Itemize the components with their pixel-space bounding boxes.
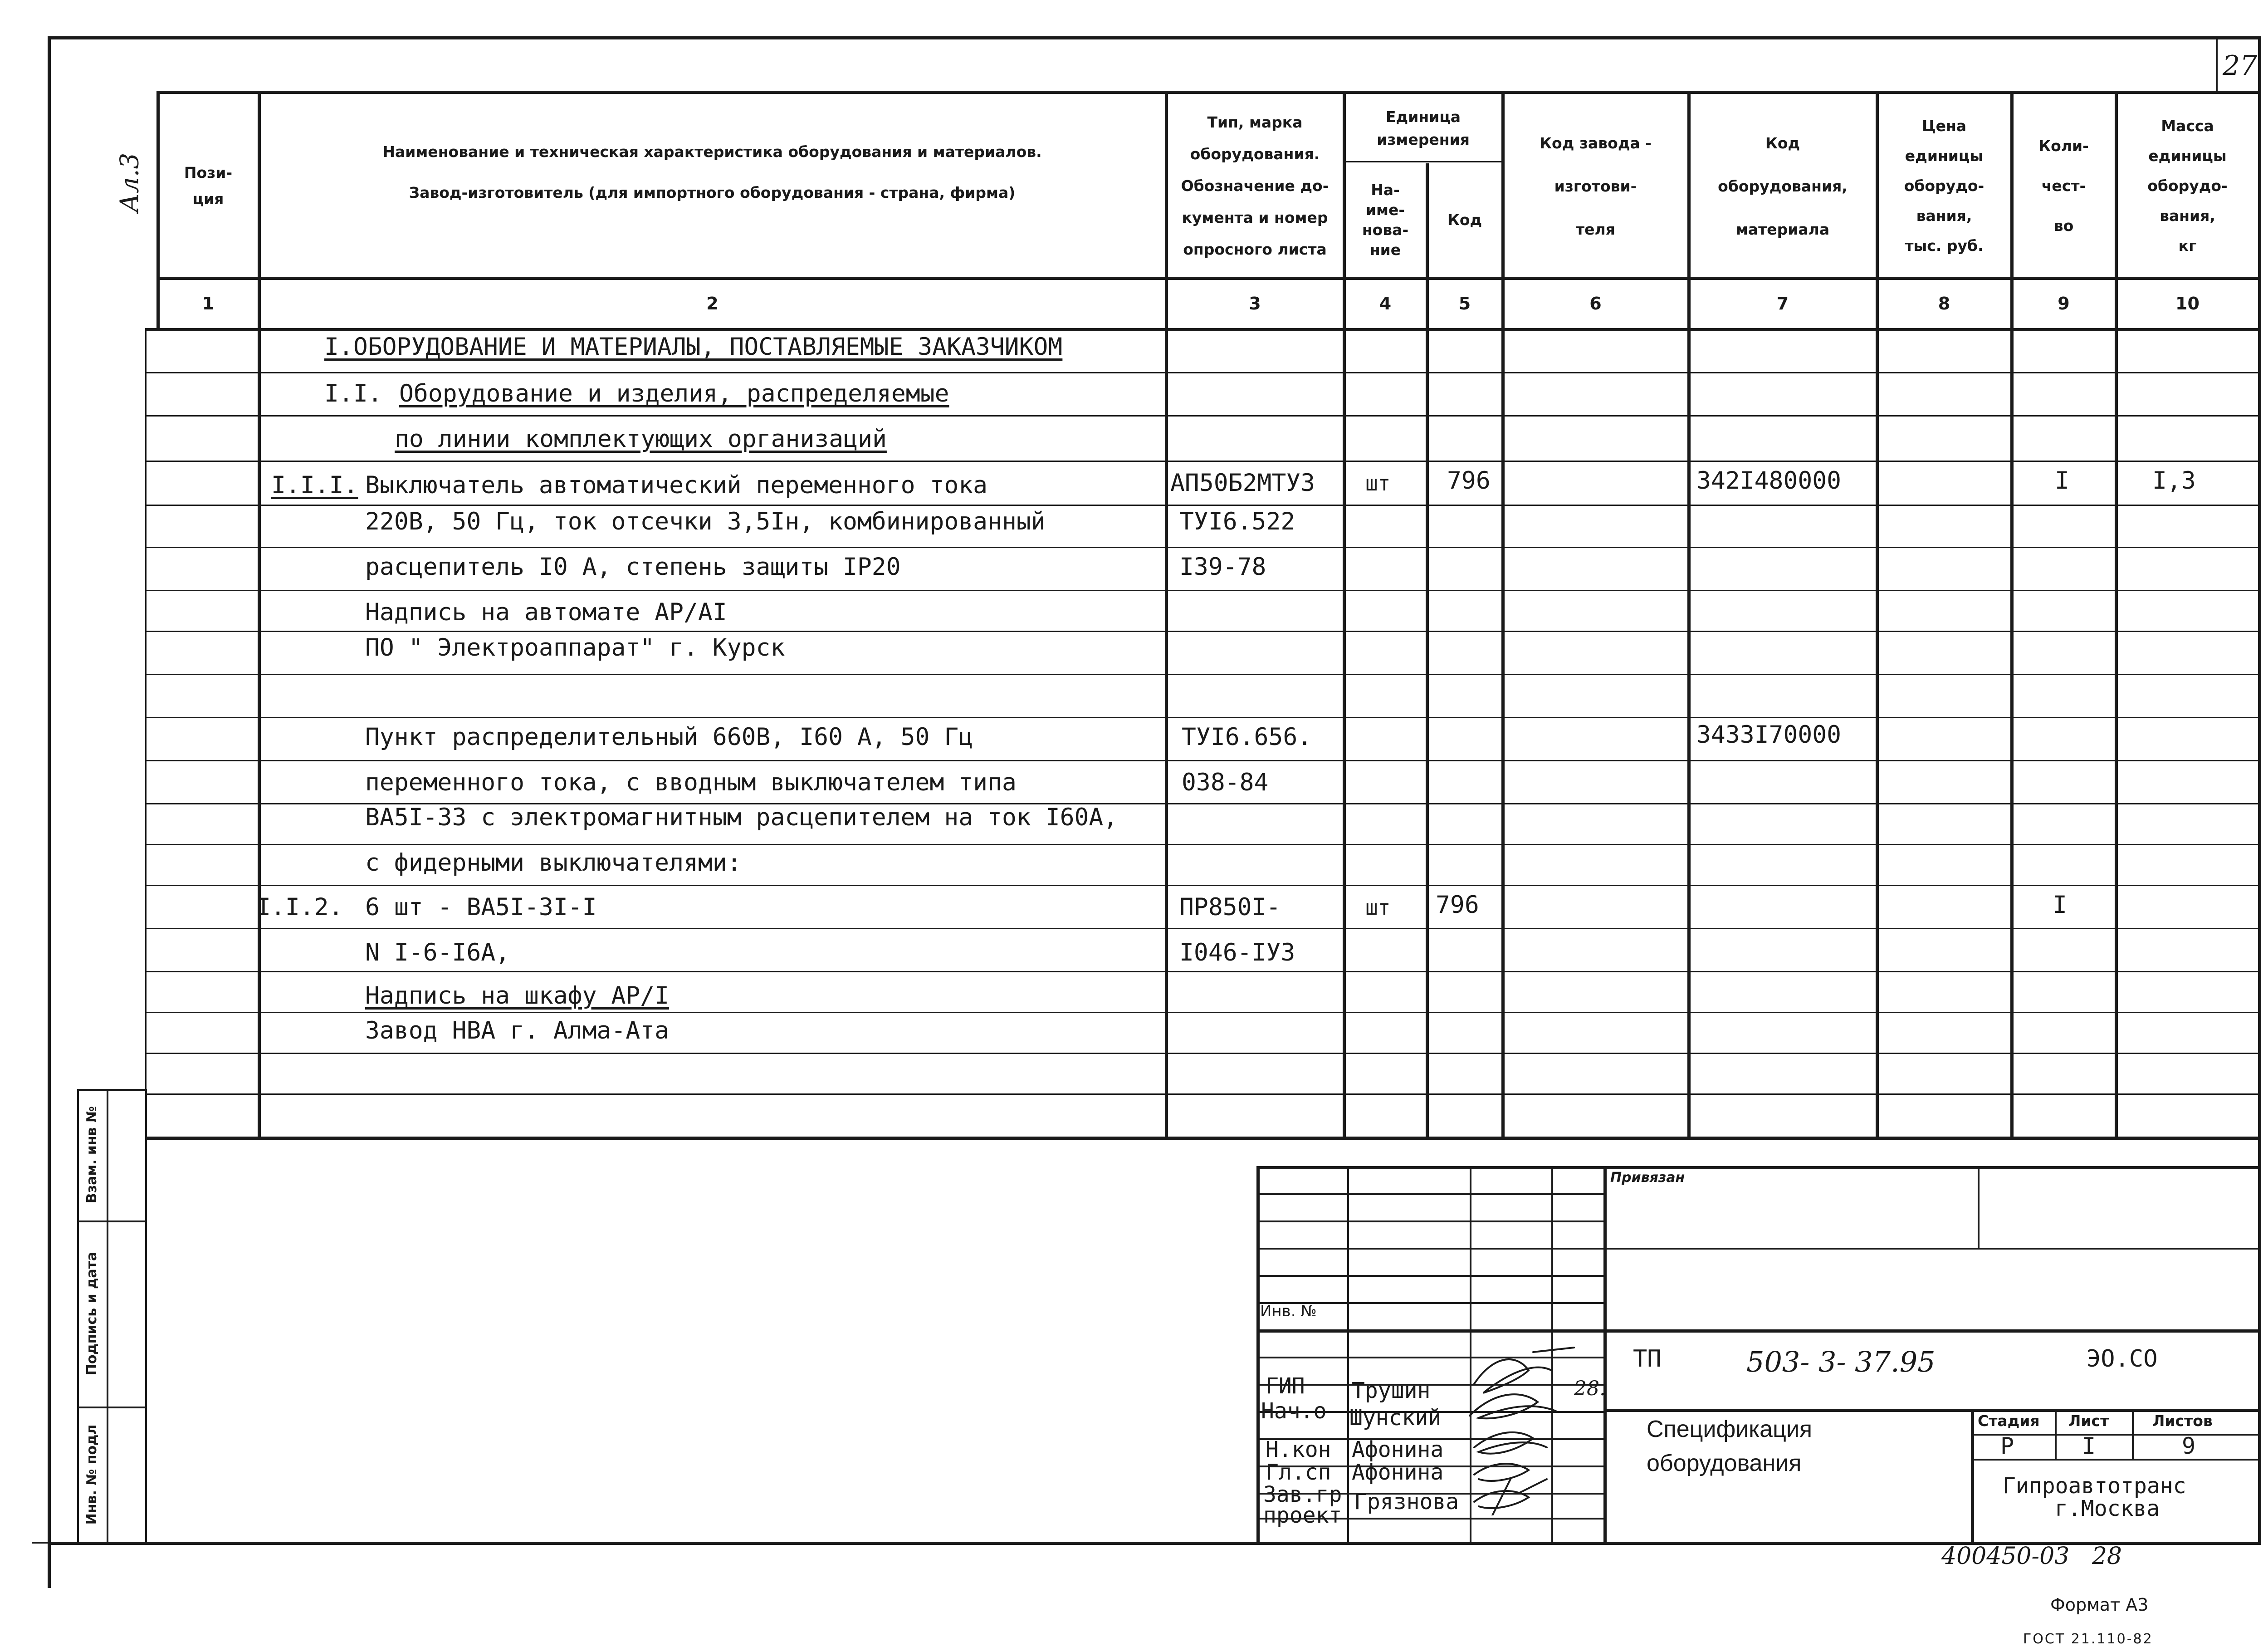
tb-hline	[1603, 1329, 2261, 1333]
item2-desc-line6: N I-6-I6А,	[365, 939, 510, 966]
tb-hline	[1256, 1193, 1603, 1195]
sheets-label: Листов	[2152, 1412, 2213, 1430]
tb-hline	[1603, 1248, 2261, 1250]
row-line	[145, 844, 2261, 845]
doc-code: ЭО.СО	[2087, 1345, 2158, 1372]
item1-unit-code: 796	[1447, 467, 1491, 495]
format-label: Формат А3	[2050, 1595, 2149, 1615]
item1-type-line3: I39-78	[1179, 553, 1266, 581]
item2-desc-line2: переменного тока, с вводным выключателем типа	[365, 769, 1017, 796]
stage-label: Стадия	[1978, 1412, 2040, 1430]
side-stamp-outer-line	[107, 1089, 108, 1543]
row-line	[145, 415, 2261, 417]
column-number: 5	[1458, 294, 1471, 314]
margin-mark: Ал.3	[115, 152, 145, 213]
item1-desc-line3: расцепитель I0 А, степень защиты IP20	[365, 553, 901, 581]
item1-desc-line4: Надпись на автомате АР/АI	[365, 598, 727, 626]
item2-type-line4: I046-IУЗ	[1179, 939, 1295, 966]
subsection-title-line2: по линии комплектующих организаций	[395, 425, 887, 453]
row-line	[145, 631, 2261, 632]
item1-material-code: 342I480000	[1696, 467, 1842, 495]
row-line	[145, 547, 2261, 548]
name-afonina-2: Афонина	[1352, 1460, 1444, 1485]
item2-type-line2: 038-84	[1182, 769, 1269, 796]
item1-desc-line5: ПО " Электроаппарат" г. Курск	[365, 634, 785, 662]
row-line	[145, 885, 2261, 886]
item2-desc-line8: Завод НВА г. Алма-Ата	[365, 1017, 670, 1044]
item2-unit: шт	[1365, 895, 1391, 920]
tb-hline	[1256, 1275, 1603, 1277]
side-stamp-vzam: Взам. инв №	[84, 1106, 100, 1204]
side-stamp-inner-line	[77, 1089, 79, 1543]
sheet-corner-number: 27	[2223, 50, 2258, 82]
col-line-0b	[145, 328, 147, 1138]
header-col6: Код завода - изготови- теля	[1540, 134, 1652, 238]
side-stamp-inv-podl: Инв. № подл	[84, 1424, 100, 1525]
tp-label: ТП	[1633, 1345, 1662, 1372]
item2-desc-line7: Надпись на шкафу АР/I	[365, 982, 670, 1010]
role-zavgr: Зав.гр	[1263, 1482, 1342, 1507]
item2-position: I.I.2.	[256, 893, 343, 921]
table-bottom-rule	[145, 1137, 2261, 1140]
role-nach: Нач.о	[1261, 1398, 1327, 1424]
header-col9: Коли- чест- во	[2038, 137, 2089, 235]
item2-type-line1: ТУI6.656.	[1182, 723, 1312, 751]
column-number: 1	[202, 294, 215, 314]
doc-number: 503- 3- 37.95	[1746, 1345, 1936, 1378]
header-col10: Масса единицы оборудо- вания, кг	[2147, 117, 2228, 255]
role-nkon: Н.кон	[1266, 1437, 1331, 1462]
doc-title-line1: Спецификация	[1647, 1416, 1813, 1442]
col-line-1	[258, 91, 261, 1138]
tb-vline	[1978, 1166, 1980, 1248]
header-col1: Пози- ция	[184, 164, 233, 208]
tb-vline	[1347, 1166, 1349, 1543]
header-unit-group: Единица измерения	[1377, 108, 1470, 148]
sheet-label: Лист	[2068, 1412, 2109, 1430]
header-col2	[261, 95, 1163, 277]
row-line	[145, 1053, 2261, 1054]
item1-mass: I,3	[2152, 467, 2196, 495]
name-trushin: Трушин	[1352, 1378, 1431, 1403]
sheet-value: I	[2082, 1433, 2096, 1459]
tb-hline	[1603, 1409, 2261, 1412]
row-line	[145, 590, 2261, 591]
tb-hline	[1256, 1248, 1603, 1250]
row-line	[145, 717, 2261, 718]
corner-box-left	[2216, 36, 2218, 91]
role-proekt: проект	[1263, 1503, 1342, 1528]
header-col2-line2: Завод-изготовитель (для импортного оборудования - страна, фирма)	[409, 184, 1016, 201]
item2-unit-code: 796	[1436, 891, 1479, 919]
role-glsp: Гл.сп	[1266, 1460, 1331, 1485]
inv-no-label: Инв. №	[1260, 1302, 1317, 1320]
tb-hline	[1971, 1459, 2261, 1461]
item1-desc-line2: 220В, 50 Гц, ток отсечки 3,5Iн, комбинированный	[365, 508, 1046, 535]
tb-vline	[1971, 1409, 1974, 1543]
column-number: 6	[1589, 294, 1602, 314]
row-line	[145, 461, 2261, 462]
sheets-value: 9	[2182, 1433, 2196, 1459]
row-line	[145, 1012, 2261, 1013]
item1-unit: шт	[1365, 471, 1391, 495]
header-col5: Код	[1447, 211, 1482, 229]
header-col3: Тип, марка оборудования. Обозначение до- кумента и номер опросного листа	[1181, 113, 1329, 258]
header-col7: Код оборудования, материала	[1718, 134, 1848, 238]
row-line	[145, 928, 2261, 929]
row-line	[145, 971, 2261, 972]
column-number: 4	[1379, 294, 1392, 314]
item2-material-code: 3433I70000	[1696, 721, 1842, 749]
signatures-drawing	[1465, 1343, 1619, 1515]
doc-title-line2: оборудования	[1647, 1450, 1802, 1476]
frame-left	[48, 36, 51, 1588]
tb-hline	[1256, 1329, 1603, 1333]
subsection-number: I.I.	[324, 380, 382, 407]
title-block-bottom	[48, 1542, 2261, 1545]
archive-number: 400450-03 28	[1941, 1543, 2122, 1570]
section-title: I.ОБОРУДОВАНИЕ И МАТЕРИАЛЫ, ПОСТАВЛЯЕМЫЕ ЗАКАЗЧИКОМ	[324, 333, 1063, 361]
item2-quantity: I	[2053, 891, 2067, 919]
header-col8: Цена единицы оборудо- вания, тыс. руб.	[1904, 117, 1984, 255]
item2-desc-line5: 6 шт - ВА5I-3I-I	[365, 893, 597, 921]
colnum-bottom-rule	[145, 328, 2261, 331]
column-number: 7	[1776, 294, 1789, 314]
side-stamp-right-line	[145, 1089, 147, 1543]
unit-group-rule	[1343, 161, 1503, 162]
tb-hline	[1971, 1434, 2261, 1436]
frame-bottom-left-tick	[32, 1542, 50, 1544]
tb-hline	[1256, 1221, 1603, 1222]
name-shunsky: Шунский	[1349, 1405, 1442, 1431]
tb-vline	[2132, 1409, 2134, 1459]
item1-position: I.I.I.	[271, 471, 358, 499]
footer-cut-text: ГОСТ 21.110-82	[2023, 1631, 2153, 1647]
row-line	[145, 674, 2261, 675]
column-number: 3	[1249, 294, 1261, 314]
frame-top	[48, 36, 2261, 39]
header-col4: На- име- нова- ние	[1362, 181, 1409, 259]
row-line	[145, 372, 2261, 373]
title-block-top	[1256, 1166, 2261, 1169]
name-afonina-1: Афонина	[1352, 1437, 1444, 1462]
row-line	[145, 1093, 2261, 1095]
item2-desc-line4: с фидерными выключателями:	[365, 849, 742, 877]
header-col2-line1: Наименование и техническая характеристика оборудования и материалов.	[382, 143, 1042, 161]
org-line1: Гипроавтотранс	[2003, 1473, 2186, 1499]
stage-value: Р	[2000, 1433, 2014, 1459]
column-number: 2	[706, 294, 719, 314]
item1-type-line1: АП50Б2МТУЗ	[1170, 469, 1315, 497]
column-number: 8	[1938, 294, 1950, 314]
sign-date: 28.	[1574, 1377, 1606, 1400]
privyazan-label: Привязан	[1610, 1170, 1685, 1186]
role-gip: ГИП	[1266, 1373, 1305, 1399]
subsection-title-line1: Оборудование и изделия, распределяемые	[399, 380, 949, 407]
col-line-10	[2258, 91, 2261, 1138]
item2-desc-line1: Пункт распределительный 660В, I60 А, 50 Гц	[365, 723, 973, 751]
item2-desc-line3: ВА5I-33 с электромагнитным расцепителем на ток I60А,	[365, 804, 1118, 831]
item1-quantity: I	[2055, 467, 2069, 495]
column-number: 9	[2058, 294, 2070, 314]
item2-type-line3: ПР850I-	[1179, 893, 1281, 921]
row-line	[145, 505, 2261, 506]
tb-vline	[2055, 1409, 2057, 1459]
item1-type-line2: ТУI6.522	[1179, 508, 1295, 535]
title-block-left	[1256, 1166, 1260, 1543]
table-top-rule	[156, 91, 2261, 94]
row-line	[145, 760, 2261, 761]
item1-desc-line1: Выключатель автоматический переменного тока	[365, 471, 988, 499]
side-stamp-podpis: Подпись и дата	[84, 1251, 100, 1376]
name-gryaznova: Грязнова	[1354, 1489, 1459, 1515]
org-line2: г.Москва	[2055, 1496, 2160, 1521]
column-number: 10	[2175, 294, 2200, 314]
